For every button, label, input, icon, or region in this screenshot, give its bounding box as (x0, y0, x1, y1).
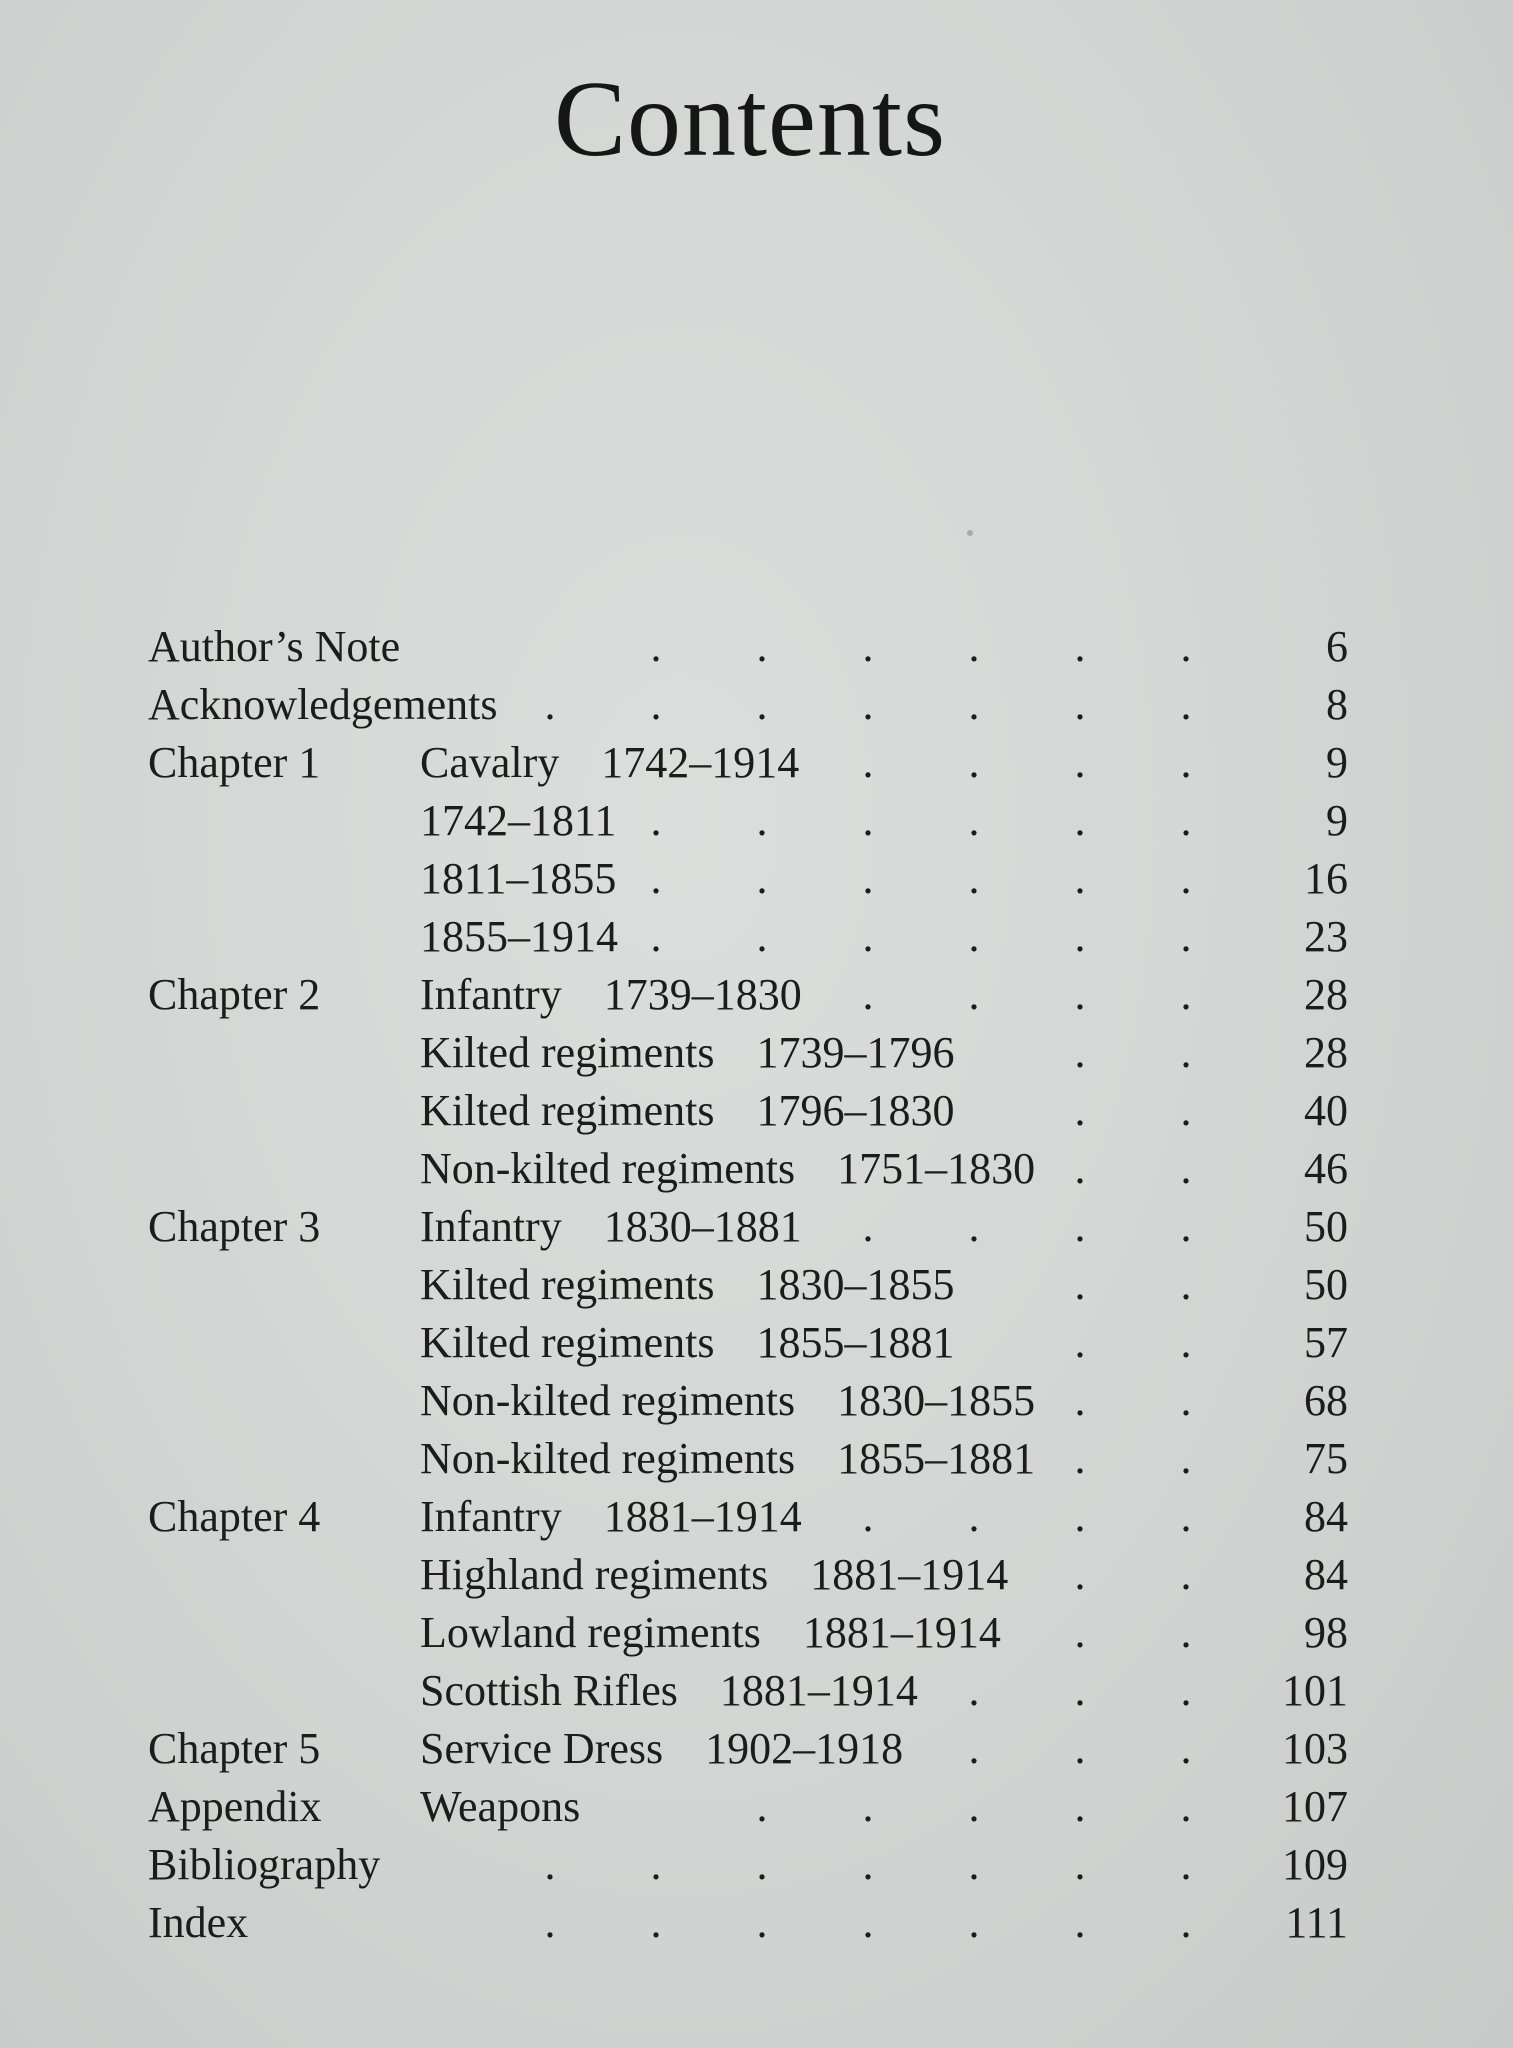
toc-entry-title: Service Dress (420, 1724, 664, 1773)
leader-dot: . (756, 854, 768, 903)
leader-dot: . (862, 1492, 874, 1541)
toc-entry (148, 1256, 1348, 1314)
toc-entry-page-number: 6 (1326, 622, 1348, 671)
leader-dot: . (968, 1666, 980, 1715)
leader-dot: . (756, 1840, 768, 1889)
toc-entry (148, 792, 1348, 850)
leader-dot: . (1180, 1434, 1192, 1483)
toc-entry-title: Lowland regiments (420, 1608, 761, 1657)
toc-entry-title: Infantry (420, 1202, 562, 1251)
toc-entry-page-number: 40 (1304, 1086, 1348, 1135)
toc-entry-title: 1742–1811 (420, 796, 617, 845)
leader-dot: . (1074, 1550, 1086, 1599)
leader-dot: . (1074, 680, 1086, 729)
leader-dot: . (1074, 854, 1086, 903)
leader-dot: . (1074, 1434, 1086, 1483)
leader-dot: . (1180, 970, 1192, 1019)
toc-entry-title-group (420, 1488, 802, 1546)
paper-speck (967, 530, 973, 536)
leader-dots (148, 908, 1198, 966)
toc-entry-dates: 1881–1914 (802, 1608, 1001, 1657)
leader-dot: . (1180, 1666, 1192, 1715)
toc-entry (148, 1140, 1348, 1198)
leader-dot: . (1074, 738, 1086, 787)
toc-entry-title-group (420, 1778, 580, 1836)
toc-entry-title-group (420, 1082, 955, 1140)
toc-entry-dates: 1830–1855 (756, 1260, 955, 1309)
toc-entry-title: Non-kilted regiments (420, 1144, 796, 1193)
toc-entry-dates: 1739–1830 (603, 970, 802, 1019)
leader-dot: . (1074, 1086, 1086, 1135)
toc-entry-label: Chapter 1 (148, 738, 321, 787)
leader-dot: . (968, 854, 980, 903)
leader-dot: . (650, 796, 662, 845)
toc-entry-page-number: 101 (1282, 1666, 1348, 1715)
toc-entry (148, 1894, 1348, 1952)
leader-dots (148, 850, 1198, 908)
toc-entry-title: Scottish Rifles (420, 1666, 678, 1715)
toc-entry-dates: 1742–1914 (601, 738, 800, 787)
toc-entry-page-number: 8 (1326, 680, 1348, 729)
leader-dot: . (968, 1898, 980, 1947)
leader-dots (148, 1894, 1198, 1952)
leader-dot: . (756, 912, 768, 961)
toc-entry-title-group (420, 1372, 1035, 1430)
leader-dot: . (1074, 912, 1086, 961)
table-of-contents (148, 618, 1348, 1952)
leader-dot: . (1180, 1898, 1192, 1947)
toc-entry-title: Kilted regiments (420, 1318, 715, 1367)
leader-dot: . (756, 1898, 768, 1947)
toc-entry-title: Infantry (420, 1492, 562, 1541)
toc-entry (148, 676, 1348, 734)
leader-dot: . (1180, 1318, 1192, 1367)
toc-entry-page-number: 16 (1304, 854, 1348, 903)
leader-dot: . (862, 1202, 874, 1251)
toc-entry-title: Kilted regiments (420, 1260, 715, 1309)
leader-dot: . (1180, 680, 1192, 729)
toc-entry-title-group (420, 850, 616, 908)
leader-dot: . (1180, 622, 1192, 671)
toc-entry-title-group (420, 734, 799, 792)
toc-entry-label: Acknowledgements (148, 680, 498, 729)
leader-dot: . (1180, 1608, 1192, 1657)
toc-entry-label: Chapter 2 (148, 970, 321, 1019)
leader-dot: . (756, 796, 768, 845)
leader-dot: . (1180, 738, 1192, 787)
leader-dot: . (968, 622, 980, 671)
leader-dot: . (1074, 970, 1086, 1019)
leader-dot: . (650, 1840, 662, 1889)
toc-entry-label: Chapter 3 (148, 1202, 321, 1251)
leader-dot: . (862, 1782, 874, 1831)
leader-dot: . (968, 738, 980, 787)
leader-dot: . (1074, 622, 1086, 671)
toc-entry-title-group (420, 1604, 1001, 1662)
leader-dot: . (968, 1724, 980, 1773)
toc-entry (148, 850, 1348, 908)
toc-entry-dates: 1881–1914 (603, 1492, 802, 1541)
leader-dot: . (1074, 1898, 1086, 1947)
toc-entry-page-number: 75 (1304, 1434, 1348, 1483)
toc-entry-dates: 1830–1855 (837, 1376, 1036, 1425)
toc-entry (148, 618, 1348, 676)
toc-entry-label: Author’s Note (148, 622, 401, 671)
toc-entry (148, 1488, 1348, 1546)
toc-entry (148, 1198, 1348, 1256)
toc-entry-title: Kilted regiments (420, 1028, 715, 1077)
toc-entry-title: Kilted regiments (420, 1086, 715, 1135)
leader-dot: . (1074, 1666, 1086, 1715)
toc-entry-page-number: 103 (1282, 1724, 1348, 1773)
leader-dot: . (650, 912, 662, 961)
leader-dot: . (544, 1840, 556, 1889)
leader-dot: . (1180, 1724, 1192, 1773)
toc-entry-dates: 1881–1914 (719, 1666, 918, 1715)
toc-entry (148, 966, 1348, 1024)
leader-dot: . (1180, 1782, 1192, 1831)
toc-entry-dates: 1855–1881 (756, 1318, 955, 1367)
page-title: Contents (553, 60, 946, 179)
toc-entry-dates: 1739–1796 (756, 1028, 955, 1077)
toc-entry-title-group (420, 792, 616, 850)
toc-entry-title: Weapons (420, 1782, 581, 1831)
leader-dot: . (1074, 1782, 1086, 1831)
leader-dot: . (650, 680, 662, 729)
toc-entry-title-group (420, 908, 618, 966)
leader-dot: . (544, 680, 556, 729)
toc-entry-page-number: 57 (1304, 1318, 1348, 1367)
toc-entry-dates: 1796–1830 (756, 1086, 955, 1135)
leader-dot: . (1074, 1260, 1086, 1309)
toc-entry-page-number: 111 (1285, 1898, 1348, 1947)
toc-entry (148, 1372, 1348, 1430)
leader-dot: . (1074, 1028, 1086, 1077)
leader-dot: . (756, 622, 768, 671)
leader-dot: . (1180, 854, 1192, 903)
leader-dot: . (1074, 1840, 1086, 1889)
toc-entry-label: Index (148, 1898, 249, 1947)
toc-entry-title: Cavalry (420, 738, 560, 787)
leader-dot: . (862, 1898, 874, 1947)
leader-dot: . (862, 970, 874, 1019)
toc-entry-dates: 1855–1881 (837, 1434, 1036, 1483)
leader-dot: . (1074, 796, 1086, 845)
toc-entry-title: Non-kilted regiments (420, 1434, 796, 1483)
toc-entry-page-number: 84 (1304, 1492, 1348, 1541)
leader-dot: . (1180, 796, 1192, 845)
leader-dot: . (862, 796, 874, 845)
toc-entry-page-number: 28 (1304, 970, 1348, 1019)
leader-dot: . (968, 1202, 980, 1251)
leader-dot: . (1074, 1608, 1086, 1657)
leader-dot: . (862, 854, 874, 903)
leader-dot: . (1180, 1086, 1192, 1135)
leader-dot: . (756, 1782, 768, 1831)
toc-entry-dates: 1902–1918 (705, 1724, 904, 1773)
leader-dot: . (1074, 1724, 1086, 1773)
toc-entry-title: 1811–1855 (420, 854, 617, 903)
toc-entry-dates: 1881–1914 (810, 1550, 1009, 1599)
toc-entry-label: Chapter 4 (148, 1492, 321, 1541)
toc-entry-label: Bibliography (148, 1840, 381, 1889)
leader-dot: . (1074, 1202, 1086, 1251)
toc-entry (148, 1720, 1348, 1778)
toc-entry (148, 1604, 1348, 1662)
toc-entry (148, 734, 1348, 792)
leader-dot: . (1180, 1260, 1192, 1309)
toc-entry-page-number: 9 (1326, 796, 1348, 845)
leader-dots (148, 792, 1198, 850)
toc-entry-page-number: 68 (1304, 1376, 1348, 1425)
toc-entry-page-number: 109 (1282, 1840, 1348, 1889)
leader-dot: . (1180, 1376, 1192, 1425)
toc-entry-title: Highland regiments (420, 1550, 769, 1599)
leader-dot: . (968, 1782, 980, 1831)
toc-entry (148, 1836, 1348, 1894)
toc-entry-title-group (420, 1430, 1035, 1488)
leader-dot: . (968, 796, 980, 845)
leader-dot: . (1180, 1028, 1192, 1077)
toc-entry (148, 1314, 1348, 1372)
toc-entry-title: Infantry (420, 970, 562, 1019)
leader-dot: . (1180, 1550, 1192, 1599)
leader-dot: . (1180, 1492, 1192, 1541)
leader-dot: . (862, 912, 874, 961)
toc-entry-title-group (420, 1140, 1035, 1198)
leader-dot: . (1180, 1144, 1192, 1193)
toc-entry (148, 1082, 1348, 1140)
leader-dot: . (862, 1840, 874, 1889)
leader-dot: . (1180, 1840, 1192, 1889)
toc-entry (148, 1024, 1348, 1082)
leader-dot: . (968, 1492, 980, 1541)
leader-dot: . (1074, 1318, 1086, 1367)
toc-entry-title-group (420, 966, 802, 1024)
toc-entry-page-number: 84 (1304, 1550, 1348, 1599)
toc-entry-title-group (420, 1198, 802, 1256)
toc-entry-page-number: 28 (1304, 1028, 1348, 1077)
leader-dot: . (1074, 1492, 1086, 1541)
toc-entry-title-group (420, 1256, 955, 1314)
toc-entry-page-number: 46 (1304, 1144, 1348, 1193)
leader-dot: . (1074, 1376, 1086, 1425)
toc-entry-label: Appendix (148, 1782, 322, 1831)
leader-dot: . (862, 738, 874, 787)
toc-entry-page-number: 50 (1304, 1202, 1348, 1251)
toc-entry-dates: 1751–1830 (837, 1144, 1036, 1193)
toc-entry (148, 1430, 1348, 1488)
toc-entry-title: Non-kilted regiments (420, 1376, 796, 1425)
toc-entry (148, 908, 1348, 966)
leader-dot: . (968, 970, 980, 1019)
leader-dot: . (650, 1898, 662, 1947)
leader-dot: . (650, 622, 662, 671)
toc-entry-title: 1855–1914 (420, 912, 618, 961)
toc-entry (148, 1546, 1348, 1604)
toc-entry-page-number: 107 (1282, 1782, 1348, 1831)
toc-entry-label: Chapter 5 (148, 1724, 321, 1773)
toc-entry-page-number: 98 (1304, 1608, 1348, 1657)
toc-entry-title-group (420, 1662, 918, 1720)
toc-entry-title-group (420, 1024, 955, 1082)
toc-entry-page-number: 50 (1304, 1260, 1348, 1309)
toc-entry-title-group (420, 1546, 1008, 1604)
toc-entry-title-group (420, 1314, 955, 1372)
toc-entry (148, 1662, 1348, 1720)
leader-dot: . (862, 680, 874, 729)
leader-dot: . (544, 1898, 556, 1947)
leader-dot: . (968, 680, 980, 729)
toc-entry (148, 1778, 1348, 1836)
leader-dot: . (1074, 1144, 1086, 1193)
toc-entry-page-number: 9 (1326, 738, 1348, 787)
toc-entry-dates: 1830–1881 (603, 1202, 802, 1251)
leader-dot: . (968, 912, 980, 961)
leader-dot: . (862, 622, 874, 671)
leader-dot: . (756, 680, 768, 729)
toc-entry-page-number: 23 (1304, 912, 1348, 961)
leader-dot: . (1180, 1202, 1192, 1251)
leader-dot: . (1180, 912, 1192, 961)
toc-entry-title-group (420, 1720, 903, 1778)
leader-dot: . (968, 1840, 980, 1889)
leader-dot: . (650, 854, 662, 903)
